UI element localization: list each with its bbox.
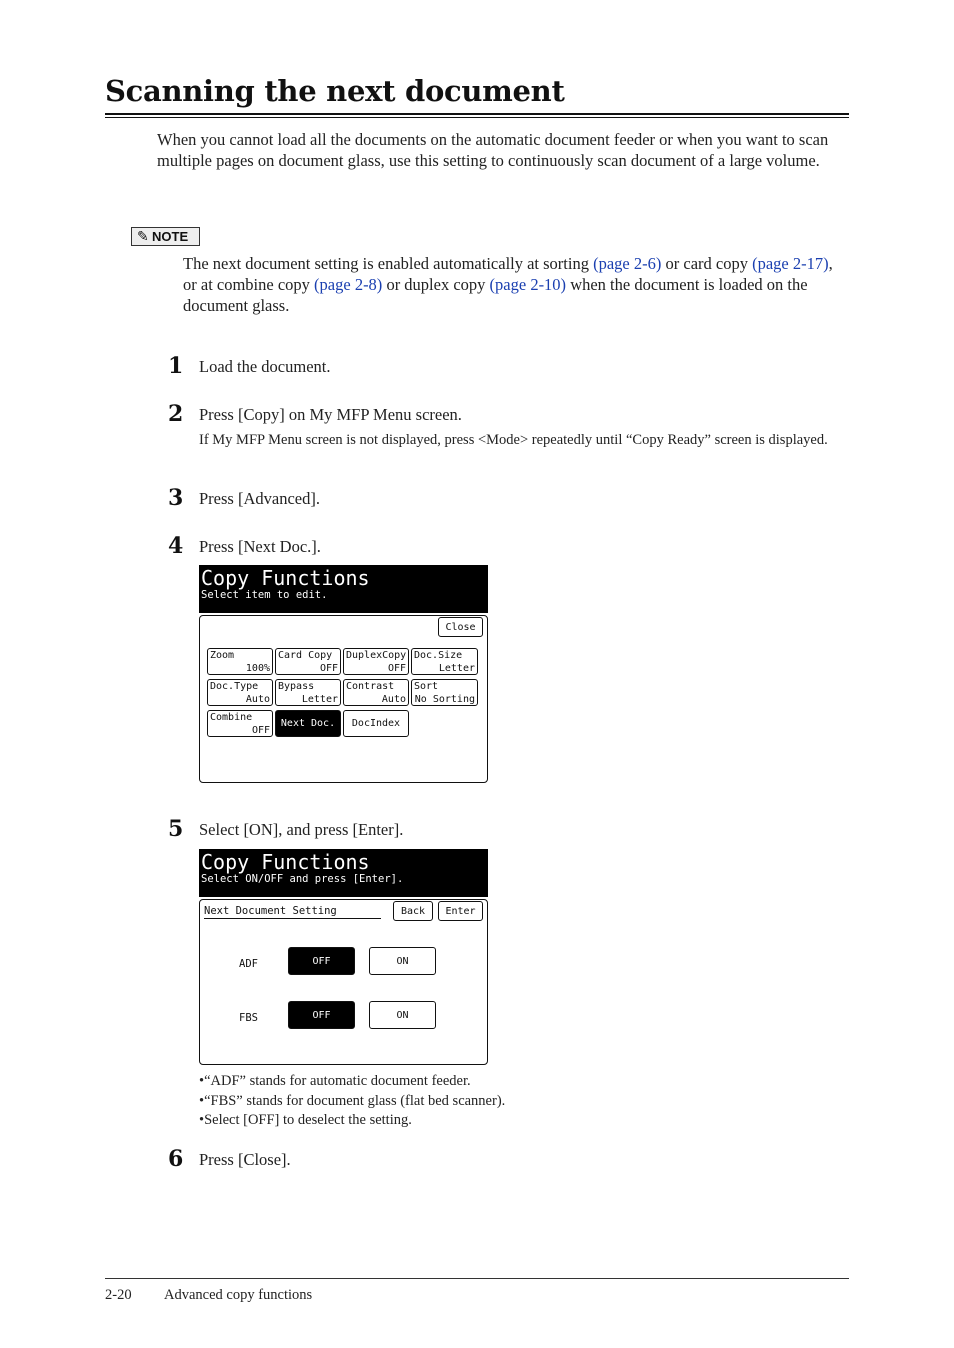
button-value: OFF <box>387 663 406 674</box>
note-badge <box>131 227 200 246</box>
note-text-part: when the document is loaded on the document glass. <box>183 275 808 315</box>
step-number: 4 <box>168 533 184 559</box>
step-text: Press [Next Doc.]. <box>199 537 321 556</box>
adf-off-button[interactable] <box>288 947 355 975</box>
footer-rule <box>105 1278 849 1279</box>
lcd-subtitle: Select ON/OFF and press [Enter]. <box>201 873 404 885</box>
on-label: ON <box>396 1009 409 1021</box>
link-page-2-17[interactable]: (page 2-17) <box>752 254 829 273</box>
fbs-off-button[interactable] <box>288 1001 355 1029</box>
button-value: Letter <box>301 694 338 705</box>
lcd-header <box>199 849 488 897</box>
button-value: Letter <box>438 663 475 674</box>
button-label: Combine <box>210 712 253 723</box>
button-label: Bypass <box>278 681 315 692</box>
step-number: 3 <box>168 485 184 511</box>
note-text-part: The next document setting is enabled automatically at sorting <box>183 254 594 273</box>
link-page-2-8[interactable]: (page 2-8) <box>314 275 383 294</box>
title-rule-thin <box>105 117 849 118</box>
copy-functions-screen <box>199 565 488 783</box>
button-label: DuplexCopy <box>346 650 407 661</box>
off-label: OFF <box>312 1009 331 1021</box>
button-label: Zoom <box>210 650 235 661</box>
next-doc-button[interactable] <box>275 710 341 737</box>
next-document-setting-screen <box>199 849 488 1066</box>
duplex-copy-button[interactable] <box>343 648 409 675</box>
note-text-part: , or at combine copy <box>183 254 833 294</box>
note-text-part: or duplex copy <box>382 275 490 294</box>
button-label: DocIndex <box>351 718 401 729</box>
zoom-button[interactable] <box>207 648 273 675</box>
button-value: No Sorting <box>414 694 475 705</box>
step-text: Load the document. <box>199 357 331 376</box>
button-label: Card Copy <box>278 650 333 661</box>
note-text-part: or card copy <box>661 254 753 273</box>
link-page-2-10[interactable]: (page 2-10) <box>489 275 567 294</box>
setting-label: Next Document Setting <box>204 905 381 919</box>
fbs-label: FBS <box>239 1012 258 1024</box>
bullet-item: •“FBS” stands for document glass (flat bed scanner). <box>199 1092 506 1109</box>
button-label: Doc.Type <box>210 681 259 692</box>
lcd-header <box>199 565 488 613</box>
doc-type-button[interactable] <box>207 679 273 706</box>
page-number: 2-20 <box>105 1287 132 1303</box>
button-label: Sort <box>414 681 439 692</box>
step-number: 2 <box>168 401 184 427</box>
close-button[interactable] <box>438 617 483 637</box>
enter-button-label: Enter <box>445 905 476 917</box>
sort-button[interactable] <box>411 679 478 706</box>
lcd-panel <box>199 899 488 1065</box>
button-value: OFF <box>319 663 338 674</box>
step-text: Select [ON], and press [Enter]. <box>199 820 404 839</box>
card-copy-button[interactable] <box>275 648 341 675</box>
button-value: 100% <box>245 663 270 674</box>
bullet-item: •Select [OFF] to deselect the setting. <box>199 1112 412 1128</box>
step-text: Press [Close]. <box>199 1150 291 1169</box>
note-label: NOTE <box>152 229 189 244</box>
fbs-on-button[interactable] <box>369 1001 436 1029</box>
back-button[interactable] <box>393 901 433 921</box>
bullet-list <box>199 1072 505 1131</box>
button-value: Auto <box>245 694 270 705</box>
step-text: Press [Advanced]. <box>199 489 320 508</box>
enter-button[interactable] <box>438 901 483 921</box>
note-text <box>183 253 843 316</box>
button-value: OFF <box>251 725 270 736</box>
button-value: Auto <box>381 694 406 705</box>
lcd-subtitle: Select item to edit. <box>201 589 328 601</box>
button-label: Doc.Size <box>414 650 463 661</box>
on-label: ON <box>396 955 409 967</box>
step-number: 6 <box>168 1146 184 1172</box>
page-title: Scanning the next document <box>105 74 565 108</box>
combine-button[interactable] <box>207 710 273 737</box>
lcd-title: Copy Functions <box>201 566 370 590</box>
pencil-icon: ✎ <box>137 228 149 244</box>
step-number: 1 <box>168 353 184 379</box>
title-rule <box>105 113 849 115</box>
lcd-panel <box>199 615 488 783</box>
step-subtext: If My MFP Menu screen is not displayed, press <Mode> repeatedly until “Copy Ready” screen is displayed. <box>199 432 828 448</box>
step-text: Press [Copy] on My MFP Menu screen. <box>199 405 462 424</box>
off-label: OFF <box>312 955 331 967</box>
adf-label: ADF <box>239 958 258 970</box>
lcd-title: Copy Functions <box>201 850 370 874</box>
step-number: 5 <box>168 816 184 842</box>
doc-index-button[interactable] <box>343 710 409 737</box>
button-label: Next Doc. <box>280 718 336 729</box>
footer-section-title: Advanced copy functions <box>164 1287 313 1303</box>
intro-paragraph: When you cannot load all the documents on the automatic document feeder or when you want to scan multiple pages on document glass, use this setting to continuously scan document of a large volume. <box>157 130 829 170</box>
bullet-item: •“ADF” stands for automatic document feeder. <box>199 1073 471 1089</box>
button-label: Contrast <box>346 681 395 692</box>
doc-size-button[interactable] <box>411 648 478 675</box>
bypass-button[interactable] <box>275 679 341 706</box>
link-page-2-6[interactable]: (page 2-6) <box>593 254 662 273</box>
back-button-label: Back <box>400 905 426 917</box>
adf-on-button[interactable] <box>369 947 436 975</box>
close-button-label: Close <box>445 621 476 633</box>
contrast-button[interactable] <box>343 679 409 706</box>
